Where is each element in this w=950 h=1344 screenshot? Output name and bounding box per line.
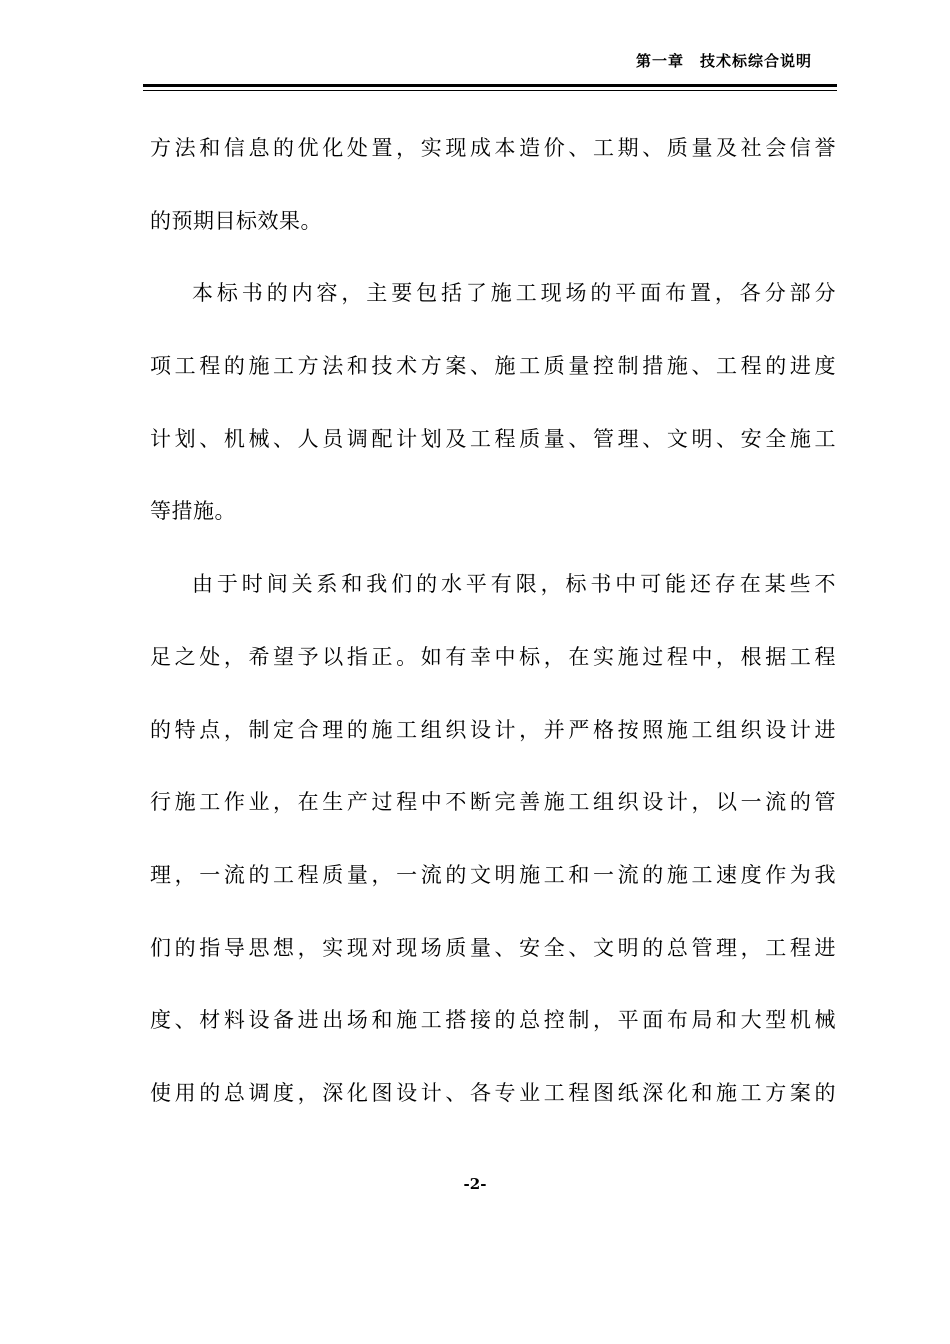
body-line: 度、材料设备进出场和施工搭接的总控制，平面布局和大型机械: [150, 1008, 836, 1033]
body-line: 等措施。: [150, 499, 236, 524]
body-line: 理，一流的工程质量，一流的文明施工和一流的施工速度作为我: [150, 862, 836, 887]
body-line: 计划、机械、人员调配计划及工程质量、管理、文明、安全施工: [150, 426, 836, 451]
body-line: 本标书的内容，主要包括了施工现场的平面布置，各分部分: [192, 281, 836, 306]
body-line: 项工程的施工方法和技术方案、施工质量控制措施、工程的进度: [150, 354, 836, 379]
body-line: 的预期目标效果。: [150, 208, 322, 233]
body-line: 行施工作业，在生产过程中不断完善施工组织设计，以一流的管: [150, 790, 836, 815]
body-line: 使用的总调度，深化图设计、各专业工程图纸深化和施工方案的: [150, 1080, 836, 1105]
header-chapter-title: 第一章 技术标综合说明: [635, 52, 812, 70]
body-line: 足之处，希望予以指正。如有幸中标，在实施过程中，根据工程: [150, 644, 836, 669]
header-rule-thin: [143, 90, 837, 91]
body-line: 由于时间关系和我们的水平有限，标书中可能还存在某些不: [192, 572, 836, 597]
body-line: 方法和信息的优化处置，实现成本造价、工期、质量及社会信誉: [150, 136, 836, 160]
body-line: 的特点，制定合理的施工组织设计，并严格按照施工组织设计进: [150, 717, 836, 742]
body-text: [150, 112, 836, 1130]
body-line: 们的指导思想，实现对现场质量、安全、文明的总管理，工程进: [150, 935, 836, 960]
page-number: -2-: [463, 1175, 487, 1193]
header-rule-thick: [143, 84, 837, 87]
